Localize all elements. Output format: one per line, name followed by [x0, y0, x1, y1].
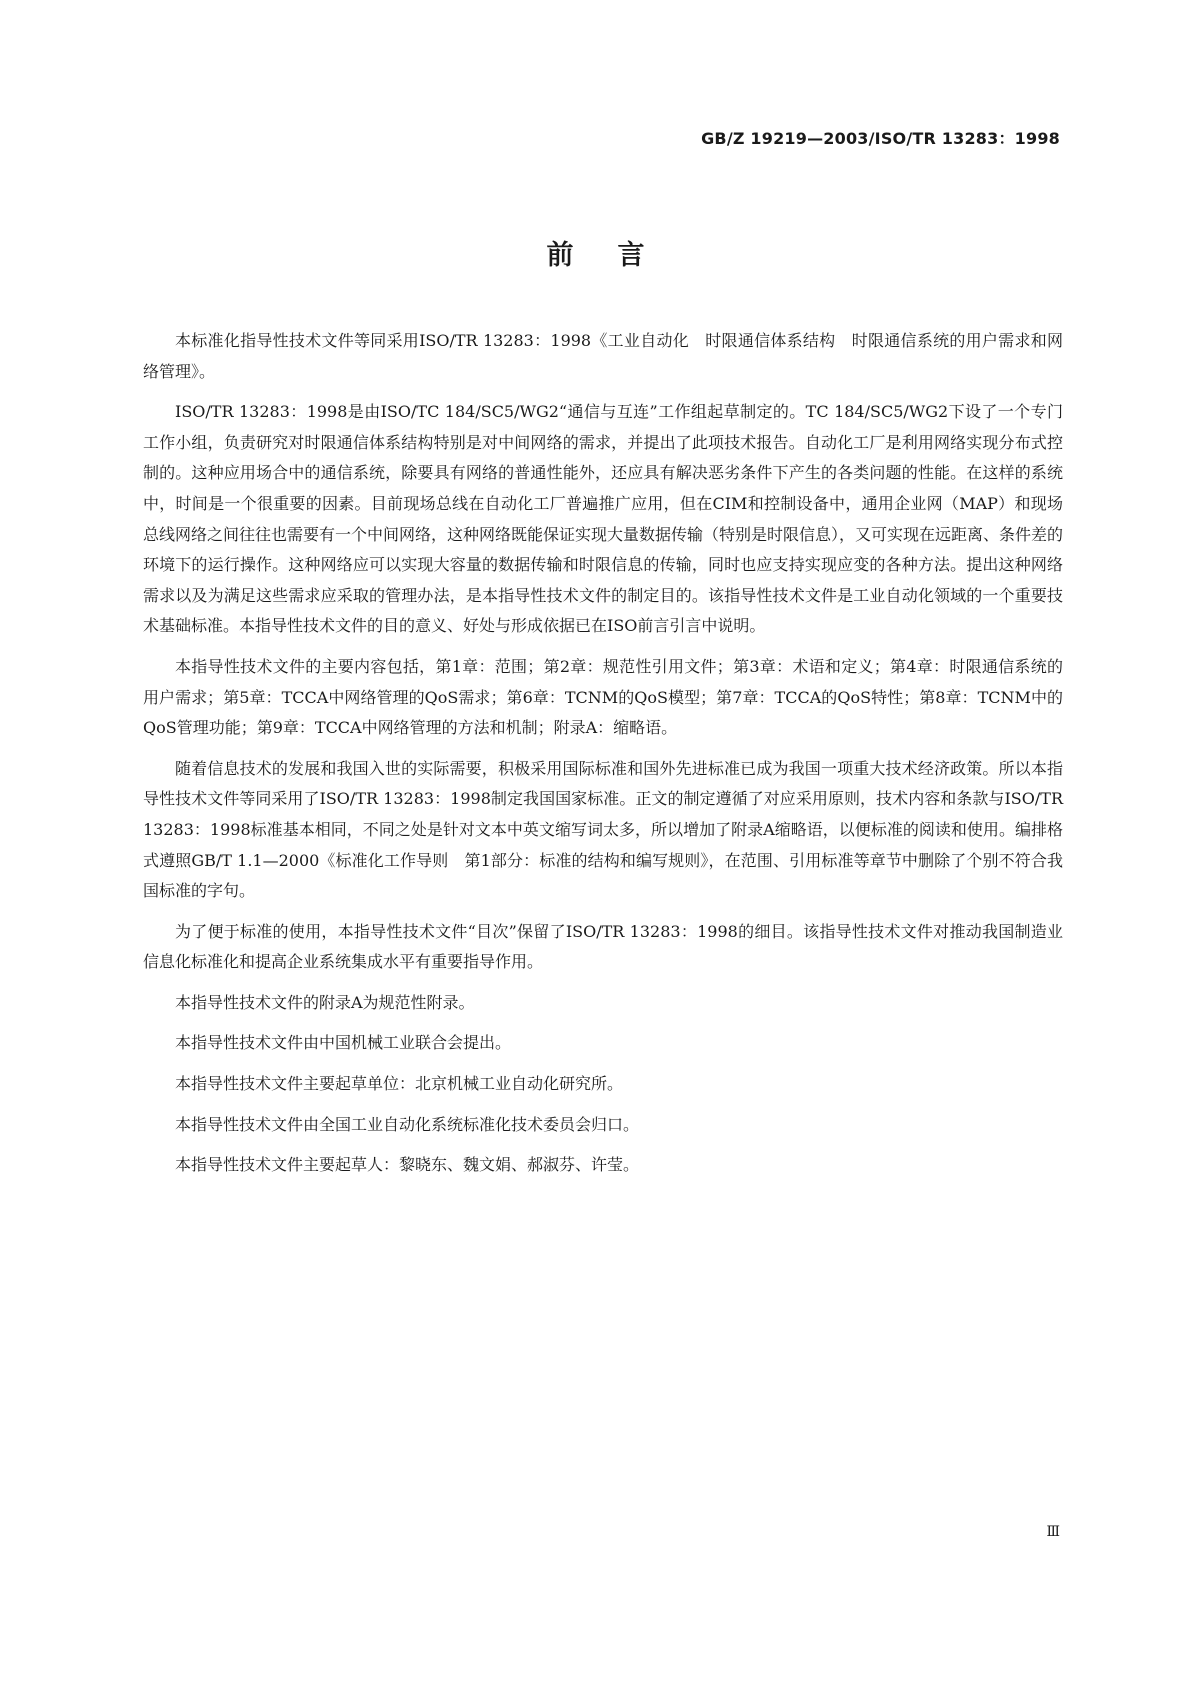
- paragraph-drafting-unit: 本指导性技术文件主要起草单位：北京机械工业自动化研究所。: [175, 1074, 624, 1094]
- standard-code: GB/Z 19219—2003/ISO/TR 13283：1998: [701, 129, 1060, 148]
- paragraph-drafters: 本指导性技术文件主要起草人：黎晓东、魏文娟、郝淑芬、许莹。: [175, 1155, 640, 1175]
- paragraph-policy: 随着信息技术的发展和我国入世的实际需要，积极采用国际标准和国外先进标准已成为我国一项重大技术经济政策。所以本指导性技术文件等同采用了ISO/TR 13283：1998制定我国国家标准。正文的制定遵循了对应采用原则，技术内容和条款与ISO/TR 13283：1998标准基本相同，不同之处是针对文本中英文缩写词太多，所以增加了附录A缩略语，以便标准的阅读和使用。编排格式遵照GB/T 1.1—2000《标准化工作导则 第1部分：标准的结构和编写规则》，在范围、引用标准等章节中删除了个别不符合我国标准的字句。: [143, 758, 1063, 901]
- paragraph-adoption: 本标准化指导性技术文件等同采用ISO/TR 13283：1998《工业自动化 时限通信体系结构 时限通信系统的用户需求和网络管理》。: [143, 331, 1063, 381]
- paragraph-usage: 为了便于标准的使用，本指导性技术文件“目次”保留了ISO/TR 13283：1998的细目。该指导性技术文件对推动我国制造业信息化标准化和提高企业系统集成水平有重要指导作用。: [143, 921, 1063, 972]
- paragraph-contents: 本指导性技术文件的主要内容包括，第1章：范围；第2章：规范性引用文件；第3章：术语和定义；第4章：时限通信系统的用户需求；第5章：TCCA中网络管理的QoS需求；第6章：TCNM的QoS模型；第7章：TCCA的QoS特性；第8章：TCNM中的QoS管理功能；第9章：TCCA中网络管理的方法和机制；附录A：缩略语。: [143, 656, 1063, 738]
- foreword-body: [143, 326, 1063, 1191]
- page-number: Ⅲ: [1046, 1524, 1060, 1540]
- paragraph-committee: 本指导性技术文件由全国工业自动化系统标准化技术委员会归口。: [175, 1114, 640, 1134]
- paragraph-background: ISO/TR 13283：1998是由ISO/TC 184/SC5/WG2“通信与互连”工作组起草制定的。TC 184/SC5/WG2下设了一个专门工作小组，负责研究对时限通信体系结构特别是对中间网络的需求，并提出了此项技术报告。自动化工厂是利用网络实现分布式控制的。这种应用场合中的通信系统，除要具有网络的普通性能外，还应具有解决恶劣条件下产生的各类问题的性能。在这样的系统中，时间是一个很重要的因素。目前现场总线在自动化工厂普遍推广应用，但在CIM和控制设备中，通用企业网（MAP）和现场总线网络之间往往也需要有一个中间网络，这种网络既能保证实现大量数据传输（特别是时限信息），又可实现在远距离、条件差的环境下的运行操作。这种网络应可以实现大容量的数据传输和时限信息的传输，同时也应支持实现应变的各种方法。提出这种网络需求以及为满足这些需求应采取的管理办法，是本指导性技术文件的制定目的。该指导性技术文件是工业自动化领域的一个重要技术基础标准。本指导性技术文件的目的意义、好处与形成依据已在ISO前言引言中说明。: [143, 402, 1064, 636]
- page-title: 前言: [546, 240, 689, 271]
- paragraph-annex: 本指导性技术文件的附录A为规范性附录。: [175, 992, 475, 1012]
- paragraph-proposer: 本指导性技术文件由中国机械工业联合会提出。: [175, 1033, 512, 1053]
